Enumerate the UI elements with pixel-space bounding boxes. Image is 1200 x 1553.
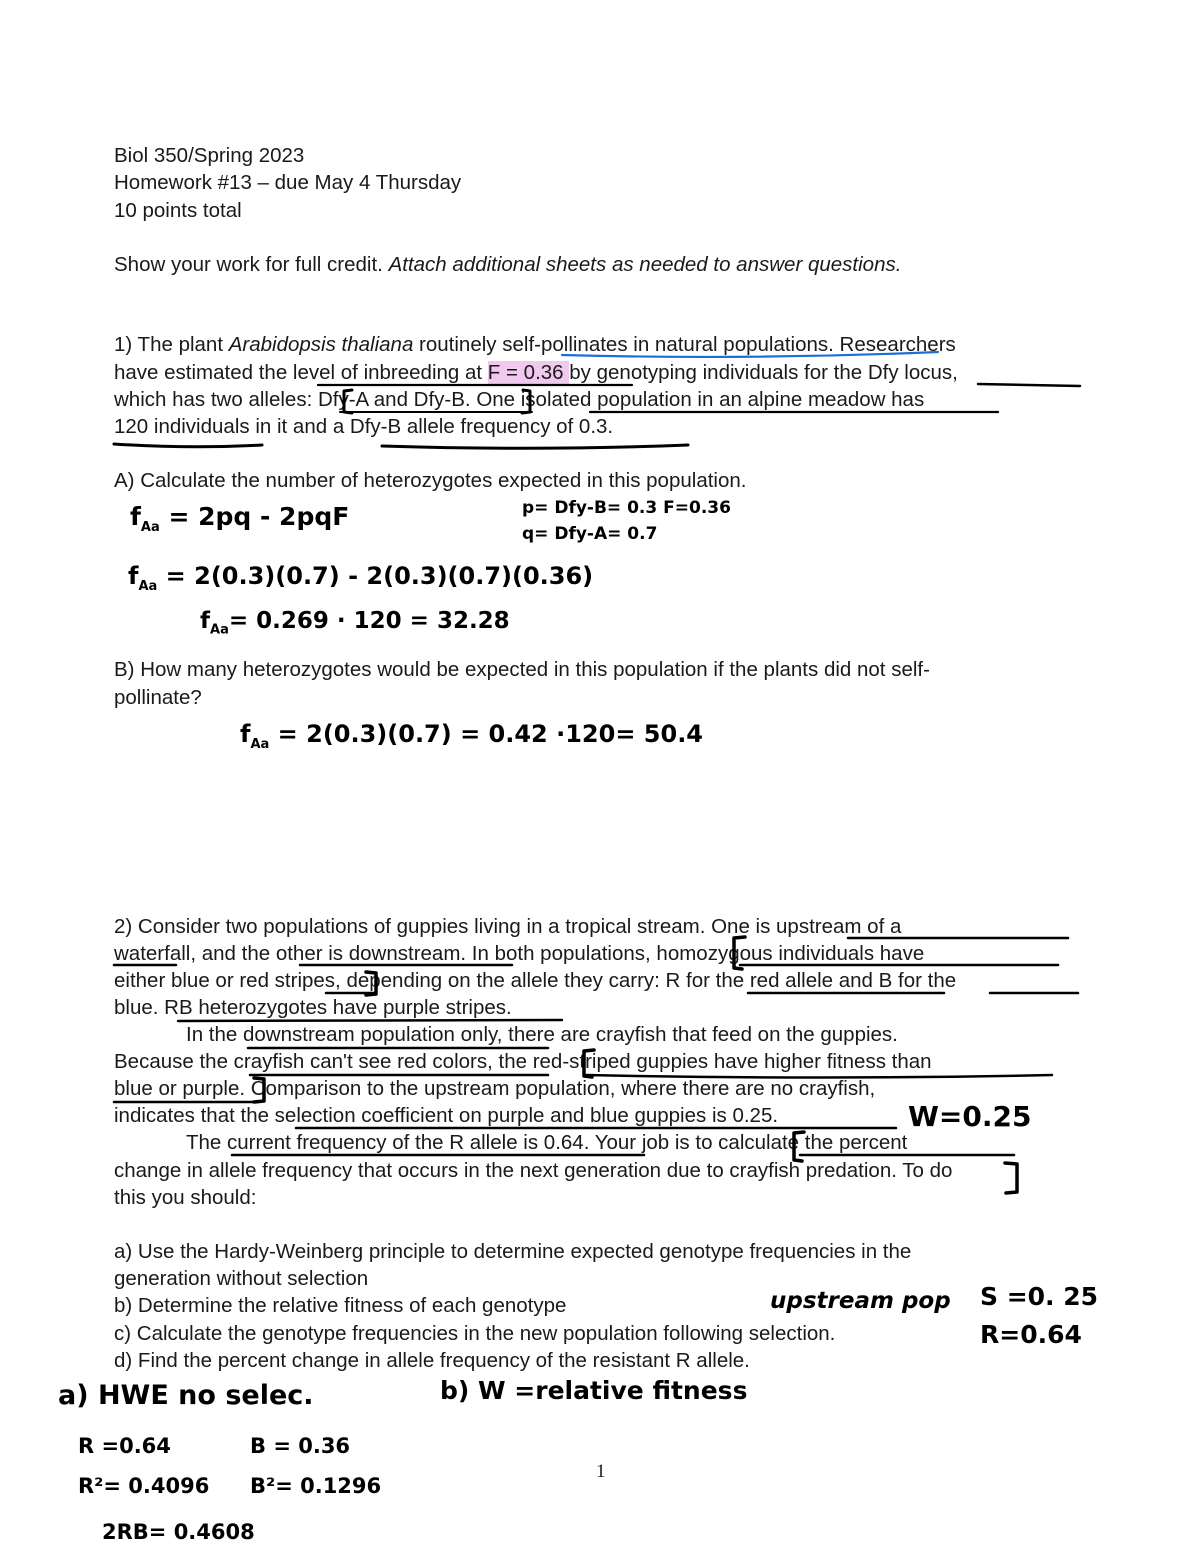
homework-title: Homework #13 – due May 4 Thursday [114,171,462,194]
hw-w-value: W=0.25 [908,1100,1032,1133]
q1-species: Arabidopsis thaliana [228,333,414,356]
underline-dfy-locus [978,384,1080,386]
q2-line-9: The current frequency of the R allele is 0.64. Your job is to calculate the percent [186,1131,908,1154]
q2-line-11: this you should: [114,1186,257,1209]
q1-l2b: by genotyping individuals for the Dfy locus, [569,361,958,384]
instructions-italic: Attach additional sheets as needed to answer questions. [388,253,902,276]
q2-line-3: either blue or red stripes, depending on the allele they carry: R for the red allele and B for the [114,969,957,992]
hw-p-value: p= Dfy-B= 0.3 F=0.36 [522,498,731,518]
q1-l2a: have estimated the level of inbreeding at [114,361,488,384]
q1-l1b: routinely self-pollinates in natural populations. Researchers [413,333,956,356]
q2-part-d: d) Find the percent change in allele frequency of the resistant R allele. [114,1349,750,1372]
hw-upstream-pop: upstream pop [770,1288,951,1314]
hw-s-value: S =0. 25 [980,1282,1099,1311]
q1-l1a: 1) The plant [114,333,229,356]
hw-b-freq: B = 0.36 [250,1434,351,1458]
q2-line-6: Because the crayfish can't see red colors, the red-striped guppies have higher fitness than [114,1050,932,1073]
hw-formula-1: $f_{Aa} = 2pq - 2pqF$ [130,502,350,535]
q2-part-b: b) Determine the relative fitness of each genotype [114,1294,567,1317]
instructions-plain: Show your work for full credit. [114,253,383,276]
q2-line-7: blue or purple. Comparison to the upstream population, where there are no crayfish, [114,1077,876,1100]
hw-b-squared: B²= 0.1296 [250,1474,382,1498]
hw-formula-3: $f_{Aa}= 0.269 \cdot 120 = 32.28$ [200,608,510,638]
bracket-predation-close [1005,1163,1017,1193]
q2-line-4: blue. RB heterozygotes have purple stripes. [114,996,512,1019]
q1-line-1 [114,331,956,358]
q2-part-a-line-1: a) Use the Hardy-Weinberg principle to determine expected genotype frequencies in the [114,1240,912,1263]
q2-line-5: In the downstream population only, there are crayfish that feed on the guppies. [186,1023,898,1046]
hw-r-squared: R²= 0.4096 [78,1474,210,1498]
underline-120-individuals [114,444,262,447]
q1-line-2 [114,359,958,386]
hw-part-b-heading: b) W =relative fitness [440,1376,748,1405]
q2-line-8: indicates that the selection coefficient on purple and blue guppies is 0.25. [114,1104,779,1127]
q2-part-a-line-2: generation without selection [114,1267,369,1290]
q2-line-1: 2) Consider two populations of guppies living in a tropical stream. One is upstream of a [114,915,902,938]
hw-part-a-heading: a) HWE no selec. [58,1380,314,1411]
inbreeding-highlight: F = 0.36 [487,361,570,384]
hw-formula-4: $f_{Aa} = 2(0.3)(0.7) = 0.42 \cdot 120= 50.4$ [240,720,704,752]
q1-part-b-line-1: B) How many heterozygotes would be expected in this population if the plants did not self- [114,658,930,681]
hw-formula-2: $f_{Aa} = 2(0.3)(0.7) - 2(0.3)(0.7)(0.36)$ [128,562,594,594]
q2-line-10: change in allele frequency that occurs in the next generation due to crayfish predation. To do [114,1159,953,1182]
instructions [114,251,901,278]
hw-r-value: R=0.64 [980,1320,1082,1349]
hw-2rb: 2RB= 0.4608 [102,1520,255,1544]
q2-part-c: c) Calculate the genotype frequencies in the new population following selection. [114,1322,836,1345]
q1-line-4: 120 individuals in it and a Dfy-B allele frequency of 0.3. [114,415,614,438]
hw-r-freq: R =0.64 [78,1434,171,1458]
q2-line-2: waterfall, and the other is downstream. In both populations, homozygous individuals have [114,942,925,965]
q1-line-3: which has two alleles: Dfy-A and Dfy-B. One isolated population in an alpine meadow has [114,388,925,411]
points-total: 10 points total [114,199,242,222]
q1-part-a: A) Calculate the number of heterozygotes expected in this population. [114,469,747,492]
underline-allele-frequency [382,445,688,448]
page-number: 1 [596,1461,606,1482]
course-title: Biol 350/Spring 2023 [114,144,305,167]
hw-q-value: q= Dfy-A= 0.7 [522,524,658,544]
q1-part-b-line-2: pollinate? [114,686,202,709]
